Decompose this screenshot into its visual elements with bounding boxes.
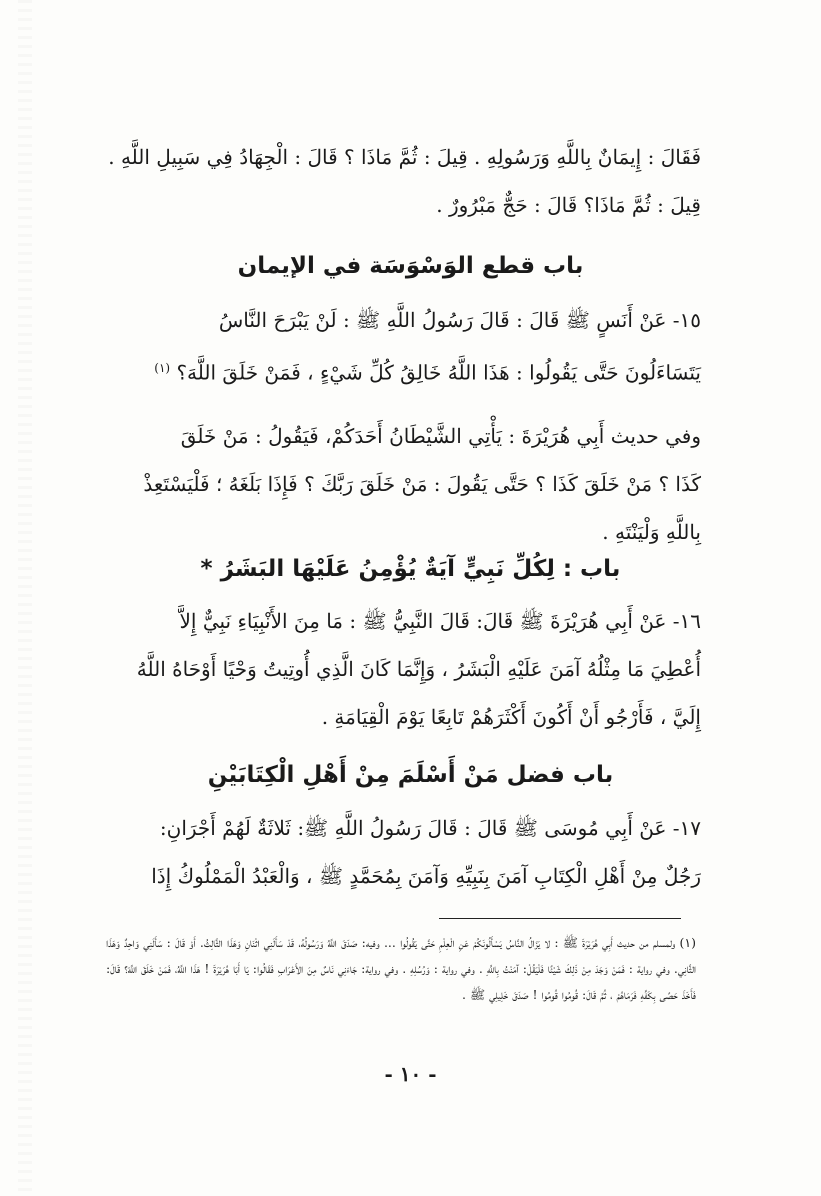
- text-line: أُعْطِيَ مَا مِثْلُهُ آمَنَ عَلَيْهِ الْبَشَرُ ، وَإِنَّمَا كَانَ الَّذِي أُوتِيتُ وَحْيًا أَوْحَاهُ اللَّهُ: [136, 657, 701, 681]
- text-line: كَذَا ؟ مَنْ خَلَقَ كَذَا ؟ حَتَّى يَقُولَ : مَنْ خَلَقَ رَبَّكَ ؟ فَإِذَا بَلَغَهُ ؛ فَلْيَسْتَعِذْ: [143, 472, 701, 496]
- text-line: فَقَالَ : إِيمَانٌ بِاللَّهِ وَرَسُولِهِ . قِيلَ : ثُمَّ مَاذَا ؟ قَالَ : الْجِهَادُ فِي سَبِيلِ اللَّهِ .: [108, 145, 701, 169]
- text-line: وفي حديث أَبِي هُرَيْرَةَ : يَأْتِي الشَّيْطَانُ أَحَدَكُمْ، فَيَقُولُ : مَنْ خَلَقَ: [180, 424, 701, 448]
- text-span: يَتَسَاءَلُونَ حَتَّى يَقُولُوا : هَذَا اللَّهُ خَالِقُ كُلِّ شَيْءٍ ، فَمَنْ خَلَقَ اللَّهَ؟: [176, 360, 701, 385]
- page-number: - ١٠ -: [384, 1062, 437, 1086]
- text-line: بِاللَّهِ وَلْيَنْتَهِ .: [602, 520, 701, 544]
- text-line: ١٧- عَنْ أَبِي مُوسَى ﷺ قَالَ : قَالَ رَسُولُ اللَّهِ ﷺ: ثَلاثَةٌ لَهُمْ أَجْرَانِ:: [159, 816, 701, 840]
- footnote-marker[interactable]: (١): [154, 361, 171, 375]
- text-line: ١٦- عَنْ أَبِي هُرَيْرَةَ ﷺ قَالَ: قَالَ النَّبِيُّ ﷺ : مَا مِنَ الأَنْبِيَاءِ نَبِيٌّ إِلاَّ: [179, 609, 701, 633]
- text-line: رَجُلٌ مِنْ أَهْلِ الْكِتَابِ آمَنَ بِنَبِيِّهِ وَآمَنَ بِمُحَمَّدٍ ﷺ ، وَالْعَبْدُ الْمَمْلُوكُ إِذَا: [151, 864, 701, 888]
- chapter-heading-people-of-two-books: باب فضل مَنْ أَسْلَمَ مِنْ أَهْلِ الْكِتَابَيْنِ: [207, 762, 614, 788]
- hadith-17: [101, 804, 701, 900]
- text-line: إِلَيَّ ، فَأَرْجُو أَنْ أَكُونَ أَكْثَرَهُمْ تَابِعًا يَوْمَ الْقِيَامَةِ .: [321, 705, 701, 729]
- footnote: (١) ولمسلم من حديث أَبِي هُرَيْرَةَ ﷺ : لا يَزَالُ النَّاسُ يَسْأَلُونَكُمْ عَنِ الْعِلْمِ حَتَّى يَقُولُوا ... وفيه: صَدَقَ اللَّهُ وَرَسُولُهُ، قَدْ سَأَلَنِي اثْنَانِ وَهَذَا الثَّالِثُ. أَوْ قَالَ : سَأَلَنِي وَاحِدٌ وَهَذَا الثَّانِي. وفي رواية : فَمَنْ وَجَدَ مِنْ ذَلِكَ شَيْئًا فَلْيَقُلْ: آمَنْتُ بِاللَّهِ . وفي رواية : وَرُسُلِهِ . وفي رواية: جَاءَنِي نَاسٌ مِنَ الأَعْرَابِ فَقَالُوا: يَا أَبَا هُرَيْرَةَ ! هَذَا اللَّهُ، فَمَنْ خَلَقَ اللَّهَ؟ قَالَ: فَأَخَذَ حَصًى بِكَفِّهِ فَرَمَاهُمْ ، ثُمَّ قَالَ: قُومُوا قُومُوا ! صَدَقَ خَلِيلِي ﷺ .: [106, 935, 696, 1002]
- footnote-divider: [439, 918, 681, 919]
- intro-paragraph: [101, 133, 701, 229]
- text-line: قِيلَ : ثُمَّ مَاذَا؟ قَالَ : حَجٌّ مَبْرُورٌ .: [436, 193, 701, 217]
- scan-edge: [18, 0, 32, 1196]
- chapter-heading-waswasa: باب قطع الوَسْوَسَة في الإيمان: [237, 253, 584, 279]
- text-line: ١٥- عَنْ أَنَسٍ ﷺ قَالَ : قَالَ رَسُولُ اللَّهِ ﷺ : لَنْ يَبْرَحَ النَّاسُ: [218, 308, 701, 332]
- text-line: [101, 344, 701, 397]
- chapter-heading-prophet-sign: باب : لِكُلِّ نَبِيٍّ آيَةٌ يُؤْمِنُ عَلَيْهَا البَشَرُ *: [200, 556, 621, 582]
- hadith-15: [101, 296, 701, 397]
- hadith-16: [101, 597, 701, 741]
- abu-hurayra-narration: [101, 412, 701, 556]
